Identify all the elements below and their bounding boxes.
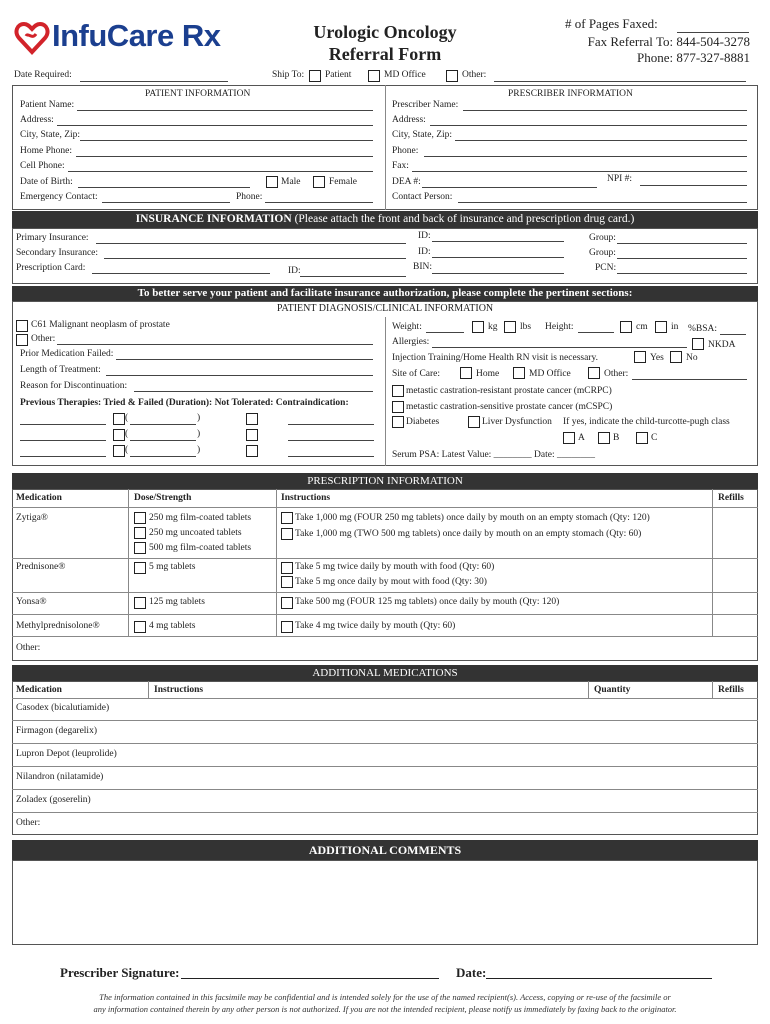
signature-label: Prescriber Signature: [60, 965, 180, 980]
therapy-3-contra-field[interactable] [288, 456, 374, 457]
add-med-row: Lupron Depot (leuprolide) [16, 749, 117, 759]
ship-to-label: Ship To: [272, 70, 305, 80]
injection-label: Injection Training/Home Health RN visit is necessary. [392, 353, 598, 363]
c61-label: C61 Malignant neoplasm of prostate [31, 320, 170, 330]
nkda-label: NKDA [708, 340, 736, 350]
class-c-label: C [651, 433, 658, 443]
pages-faxed-field[interactable] [677, 32, 749, 33]
kg-checkbox[interactable] [472, 321, 484, 333]
rx-row-divider [12, 636, 758, 637]
comments-bar: ADDITIONAL COMMENTS [12, 840, 758, 860]
diabetes-label: Diabetes [406, 417, 440, 427]
pcn-field[interactable] [617, 273, 747, 274]
prescriber-contact-field[interactable] [458, 202, 747, 203]
primary-group-field[interactable] [617, 243, 747, 244]
add-col-instructions: Instructions [154, 685, 204, 695]
rx-instr-label: Take 1,000 mg (TWO 500 mg tablets) once daily by mouth on an empty stomach (Qty: 60) [295, 529, 642, 539]
prescriber-phone-field[interactable] [424, 156, 747, 157]
prescriber-fax-field[interactable] [412, 171, 747, 172]
rx-row-med: Prednisone® [16, 562, 66, 572]
secondary-id-field[interactable] [432, 257, 564, 258]
prescriber-npi-field[interactable] [640, 185, 747, 186]
injection-yes-label: Yes [650, 353, 664, 363]
therapy-2-paren-open: ( [125, 429, 129, 439]
add-row-divider [12, 789, 758, 790]
serum-psa-label: Serum PSA: Latest Value: ________ Date: ________ [392, 450, 596, 460]
secondary-insurance-label: Secondary Insurance: [16, 248, 99, 258]
signature-field[interactable] [181, 978, 439, 979]
rx-card-id-label: ID: [288, 266, 301, 276]
rx-other-label: Other: [16, 643, 41, 653]
ship-patient-checkbox[interactable] [309, 70, 321, 82]
ship-md-office-label: MD Office [384, 70, 426, 80]
prescriber-fax-label: Fax: [392, 161, 409, 171]
ship-other-field[interactable] [494, 81, 746, 82]
prescriber-address-field[interactable] [430, 125, 747, 126]
injection-no-label: No [686, 353, 698, 363]
patient-home-phone-label: Home Phone: [20, 146, 72, 156]
insurance-title: INSURANCE INFORMATION [135, 213, 292, 225]
rx-col-refills: Refills [718, 493, 744, 503]
mcrpc-checkbox[interactable] [392, 385, 404, 397]
ship-other-label: Other: [462, 70, 487, 80]
rx-row-med: Methylprednisolone® [16, 621, 100, 631]
ship-other-checkbox[interactable] [446, 70, 458, 82]
comments-box[interactable] [12, 860, 758, 945]
rx-dose-checkbox[interactable] [134, 597, 146, 609]
cm-checkbox[interactable] [620, 321, 632, 333]
add-row-divider [12, 812, 758, 813]
bin-field[interactable] [432, 273, 564, 274]
prescriber-name-label: Prescriber Name: [392, 100, 459, 110]
therapy-3-tried-checkbox[interactable] [113, 445, 125, 457]
primary-id-field[interactable] [432, 241, 564, 242]
rx-instr-checkbox[interactable] [281, 576, 293, 588]
rx-instr-label: Take 4 mg twice daily by mouth (Qty: 60) [295, 621, 456, 631]
rx-dose-checkbox[interactable] [134, 527, 146, 539]
therapy-1-paren-close: ) [197, 413, 201, 423]
rx-header-divider [12, 507, 758, 508]
in-checkbox[interactable] [655, 321, 667, 333]
rx-dose-checkbox[interactable] [134, 512, 146, 524]
rx-col-medication: Medication [16, 493, 62, 503]
emergency-phone-label: Phone: [236, 192, 263, 202]
mcspc-label: metastic castration-sensitive prostate cancer (mCSPC) [406, 402, 613, 412]
fax-number: Fax Referral To: 844-504-3278 [587, 34, 750, 49]
female-label: Female [329, 177, 357, 187]
class-a-label: A [578, 433, 585, 443]
therapy-2-duration-field[interactable] [130, 440, 196, 441]
prescriber-info-title: PRESCRIBER INFORMATION [508, 89, 633, 99]
insurance-note: (Please attach the front and back of insurance and prescription drug card.) [294, 213, 635, 225]
reason-label: Reason for Discontinuation: [20, 381, 128, 391]
date-required-label: Date Required: [14, 70, 72, 80]
class-b-checkbox[interactable] [598, 432, 610, 444]
patient-info-title: PATIENT INFORMATION [145, 89, 251, 99]
rx-row-divider [12, 592, 758, 593]
therapy-1-contra-field[interactable] [288, 424, 374, 425]
bin-label: BIN: [413, 262, 432, 272]
rx-instr-label: Take 5 mg once daily by mout with food (Qty: 30) [295, 577, 487, 587]
diabetes-checkbox[interactable] [392, 416, 404, 428]
rx-dose-checkbox[interactable] [134, 621, 146, 633]
bsa-label: %BSA: [688, 324, 718, 334]
disclaimer-line-1: The information contained in this facsimile may be confidential and is intended solely for the use of the named recipient(s). Access, copying or re-use of the facsimile or [99, 992, 671, 1002]
class-c-checkbox[interactable] [636, 432, 648, 444]
form-title-line2: Referral Form [328, 44, 442, 64]
patient-dob-label: Date of Birth: [20, 177, 73, 187]
therapy-2-not-tolerated-checkbox[interactable] [246, 429, 258, 441]
add-med-row: Zoladex (goserelin) [16, 795, 91, 805]
prev-therapies-label: Previous Therapies: Tried & Failed (Duration): Not Tolerated: Contraindication: [20, 398, 349, 408]
bsa-field[interactable] [720, 334, 746, 335]
rx-dose-label: 125 mg tablets [149, 597, 205, 607]
clinical-divider [385, 317, 386, 466]
add-med-row: Other: [16, 818, 41, 828]
therapy-2-contra-field[interactable] [288, 440, 374, 441]
diagnosis-other-label: Other: [31, 334, 56, 344]
rx-dose-label: 250 mg uncoated tablets [149, 528, 242, 538]
mcrpc-label: metastic castration-resistant prostate cancer (mCRPC) [406, 386, 612, 396]
therapy-1-duration-field[interactable] [130, 424, 196, 425]
prescriber-contact-label: Contact Person: [392, 192, 453, 202]
therapy-2-field[interactable] [20, 440, 106, 441]
child-pugh-label: If yes, indicate the child-turcotte-pugh class [563, 417, 730, 427]
prescriber-npi-label: NPI #: [607, 174, 633, 184]
liver-checkbox[interactable] [468, 416, 480, 428]
rx-col-instructions: Instructions [281, 493, 331, 503]
secondary-group-label: Group: [589, 248, 616, 258]
patient-address-label: Address: [20, 115, 54, 125]
ship-md-office-checkbox[interactable] [368, 70, 380, 82]
site-other-checkbox[interactable] [588, 367, 600, 379]
emergency-contact-field[interactable] [102, 202, 230, 203]
rx-dose-label: 500 mg film-coated tablets [149, 543, 252, 553]
therapy-1-paren-open: ( [125, 413, 129, 423]
rx-dose-label: 250 mg film-coated tablets [149, 513, 252, 523]
logo-text: InfuCare Rx [52, 18, 221, 53]
site-of-care-label: Site of Care: [392, 369, 441, 379]
rx-instr-checkbox[interactable] [281, 621, 293, 633]
therapy-3-paren-open: ( [125, 445, 129, 455]
site-other-field[interactable] [632, 379, 747, 380]
prescriber-city-field[interactable] [455, 140, 747, 141]
length-field[interactable] [106, 375, 373, 376]
diagnosis-other-field[interactable] [57, 344, 373, 345]
site-md-office-checkbox[interactable] [513, 367, 525, 379]
prescriber-dea-field[interactable] [422, 187, 597, 188]
male-checkbox[interactable] [266, 176, 278, 188]
patient-address-field[interactable] [57, 125, 373, 126]
rx-instr-checkbox[interactable] [281, 528, 293, 540]
additional-meds-bar: ADDITIONAL MEDICATIONS [12, 665, 758, 681]
primary-insurance-field[interactable] [96, 243, 406, 244]
patient-home-phone-field[interactable] [76, 156, 373, 157]
emergency-phone-field[interactable] [265, 202, 373, 203]
therapy-1-not-tolerated-checkbox[interactable] [246, 413, 258, 425]
secondary-group-field[interactable] [617, 258, 747, 259]
add-col-div-2 [588, 681, 589, 698]
rx-row-divider [12, 558, 758, 559]
kg-label: kg [488, 322, 498, 332]
lbs-checkbox[interactable] [504, 321, 516, 333]
prescriber-phone-label: Phone: [392, 146, 419, 156]
pages-faxed-label: # of Pages Faxed: [565, 16, 658, 31]
rx-dose-label: 4 mg tablets [149, 621, 196, 631]
rx-card-id-field[interactable] [300, 276, 406, 277]
pcn-label: PCN: [595, 263, 617, 273]
lbs-label: lbs [520, 322, 532, 332]
rx-instr-checkbox[interactable] [281, 512, 293, 524]
add-med-row: Casodex (bicalutiamide) [16, 703, 110, 713]
site-home-checkbox[interactable] [460, 367, 472, 379]
therapy-3-not-tolerated-checkbox[interactable] [246, 445, 258, 457]
patient-cell-phone-field[interactable] [68, 171, 373, 172]
clinical-title: PATIENT DIAGNOSIS/CLINICAL INFORMATION [276, 303, 494, 314]
prescription-bar: PRESCRIPTION INFORMATION [12, 473, 758, 489]
diagnosis-other-checkbox[interactable] [16, 334, 28, 346]
disclaimer-line-2: any information contained therein by any other person is not authorized. If you are not the intended recipient, please notify us immediately by faxing back to the originator. [93, 1004, 677, 1014]
therapy-2-paren-close: ) [197, 429, 201, 439]
rx-instr-checkbox[interactable] [281, 597, 293, 609]
add-row-divider [12, 720, 758, 721]
prior-med-field[interactable] [116, 359, 373, 360]
therapy-3-paren-close: ) [197, 445, 201, 455]
rx-row-med: Zytiga® [16, 513, 49, 523]
c61-checkbox[interactable] [16, 320, 28, 332]
rx-row-divider [12, 614, 758, 615]
weight-field[interactable] [426, 332, 464, 333]
prescriber-name-field[interactable] [463, 110, 747, 111]
add-row-divider [12, 766, 758, 767]
allergies-field[interactable] [432, 347, 687, 348]
rx-instr-label: Take 1,000 mg (FOUR 250 mg tablets) once daily by mouth on an empty stomach (Qty: 120) [295, 513, 650, 523]
add-col-refills: Refills [718, 685, 744, 695]
add-col-div-1 [148, 681, 149, 698]
prescription-card-label: Prescription Card: [16, 263, 86, 273]
rx-dose-checkbox[interactable] [134, 562, 146, 574]
reason-field[interactable] [134, 391, 373, 392]
site-other-label: Other: [604, 369, 629, 379]
rx-dose-label: 5 mg tablets [149, 562, 196, 572]
liver-label: Liver Dysfunction [482, 417, 552, 427]
patient-name-label: Patient Name: [20, 100, 75, 110]
add-row-divider [12, 743, 758, 744]
rx-col-dose: Dose/Strength [134, 493, 192, 503]
rx-dose-checkbox[interactable] [134, 542, 146, 554]
therapy-3-field[interactable] [20, 456, 106, 457]
patient-name-field[interactable] [77, 110, 373, 111]
ship-patient-label: Patient [325, 70, 352, 80]
rx-row-med: Yonsa® [16, 597, 47, 607]
add-med-row: Nilandron (nilatamide) [16, 772, 104, 782]
date-field[interactable] [486, 978, 712, 979]
prescriber-address-label: Address: [392, 115, 426, 125]
in-label: in [671, 322, 679, 332]
logo [14, 18, 239, 58]
prescriber-dea-label: DEA #: [392, 177, 421, 187]
form-title-line1: Urologic Oncology [313, 22, 457, 42]
secondary-insurance-field[interactable] [104, 258, 406, 259]
add-col-quantity: Quantity [594, 685, 631, 695]
therapy-1-field[interactable] [20, 424, 106, 425]
class-a-checkbox[interactable] [563, 432, 575, 444]
prescription-card-field[interactable] [92, 273, 270, 274]
prescriber-city-label: City, State, Zip: [392, 130, 453, 140]
primary-id-label: ID: [418, 231, 431, 241]
height-label: Height: [545, 322, 574, 332]
mcspc-checkbox[interactable] [392, 401, 404, 413]
therapy-1-tried-checkbox[interactable] [113, 413, 125, 425]
site-home-label: Home [476, 369, 500, 379]
date-label: Date: [456, 965, 487, 980]
emergency-contact-label: Emergency Contact: [20, 192, 98, 202]
date-required-field[interactable] [80, 81, 228, 82]
add-col-medication: Medication [16, 685, 62, 695]
female-checkbox[interactable] [313, 176, 325, 188]
male-label: Male [281, 177, 301, 187]
injection-no-checkbox[interactable] [670, 351, 682, 363]
patient-cell-phone-label: Cell Phone: [20, 161, 65, 171]
length-label: Length of Treatment: [20, 365, 101, 375]
clinical-banner: To better serve your patient and facilitate insurance authorization, please complete the pertinent sections: [12, 286, 758, 301]
patient-dob-field[interactable] [78, 187, 250, 188]
therapy-2-tried-checkbox[interactable] [113, 429, 125, 441]
injection-yes-checkbox[interactable] [634, 351, 646, 363]
heart-logo-icon [14, 20, 50, 56]
secondary-id-label: ID: [418, 247, 431, 257]
weight-label: Weight: [392, 322, 422, 332]
patient-city-label: City, State, Zip: [20, 130, 81, 140]
primary-insurance-label: Primary Insurance: [16, 233, 89, 243]
prior-med-label: Prior Medication Failed: [20, 349, 114, 359]
add-col-div-3 [712, 681, 713, 698]
patient-prescriber-divider [385, 85, 386, 210]
rx-instr-label: Take 5 mg twice daily by mouth with food (Qty: 60) [295, 562, 495, 572]
add-header-divider [12, 698, 758, 699]
nkda-checkbox[interactable] [692, 338, 704, 350]
site-md-office-label: MD Office [529, 369, 571, 379]
class-b-label: B [613, 433, 620, 443]
height-field[interactable] [578, 332, 614, 333]
cm-label: cm [636, 322, 648, 332]
allergies-label: Allergies: [392, 337, 430, 347]
therapy-3-duration-field[interactable] [130, 456, 196, 457]
insurance-bar [12, 211, 758, 228]
rx-instr-label: Take 500 mg (FOUR 125 mg tablets) once daily by mouth (Qty: 120) [295, 597, 560, 607]
primary-group-label: Group: [589, 233, 616, 243]
patient-city-field[interactable] [80, 140, 373, 141]
rx-instr-checkbox[interactable] [281, 562, 293, 574]
add-med-row: Firmagon (degarelix) [16, 726, 97, 736]
phone-number: Phone: 877-327-8881 [636, 50, 750, 65]
